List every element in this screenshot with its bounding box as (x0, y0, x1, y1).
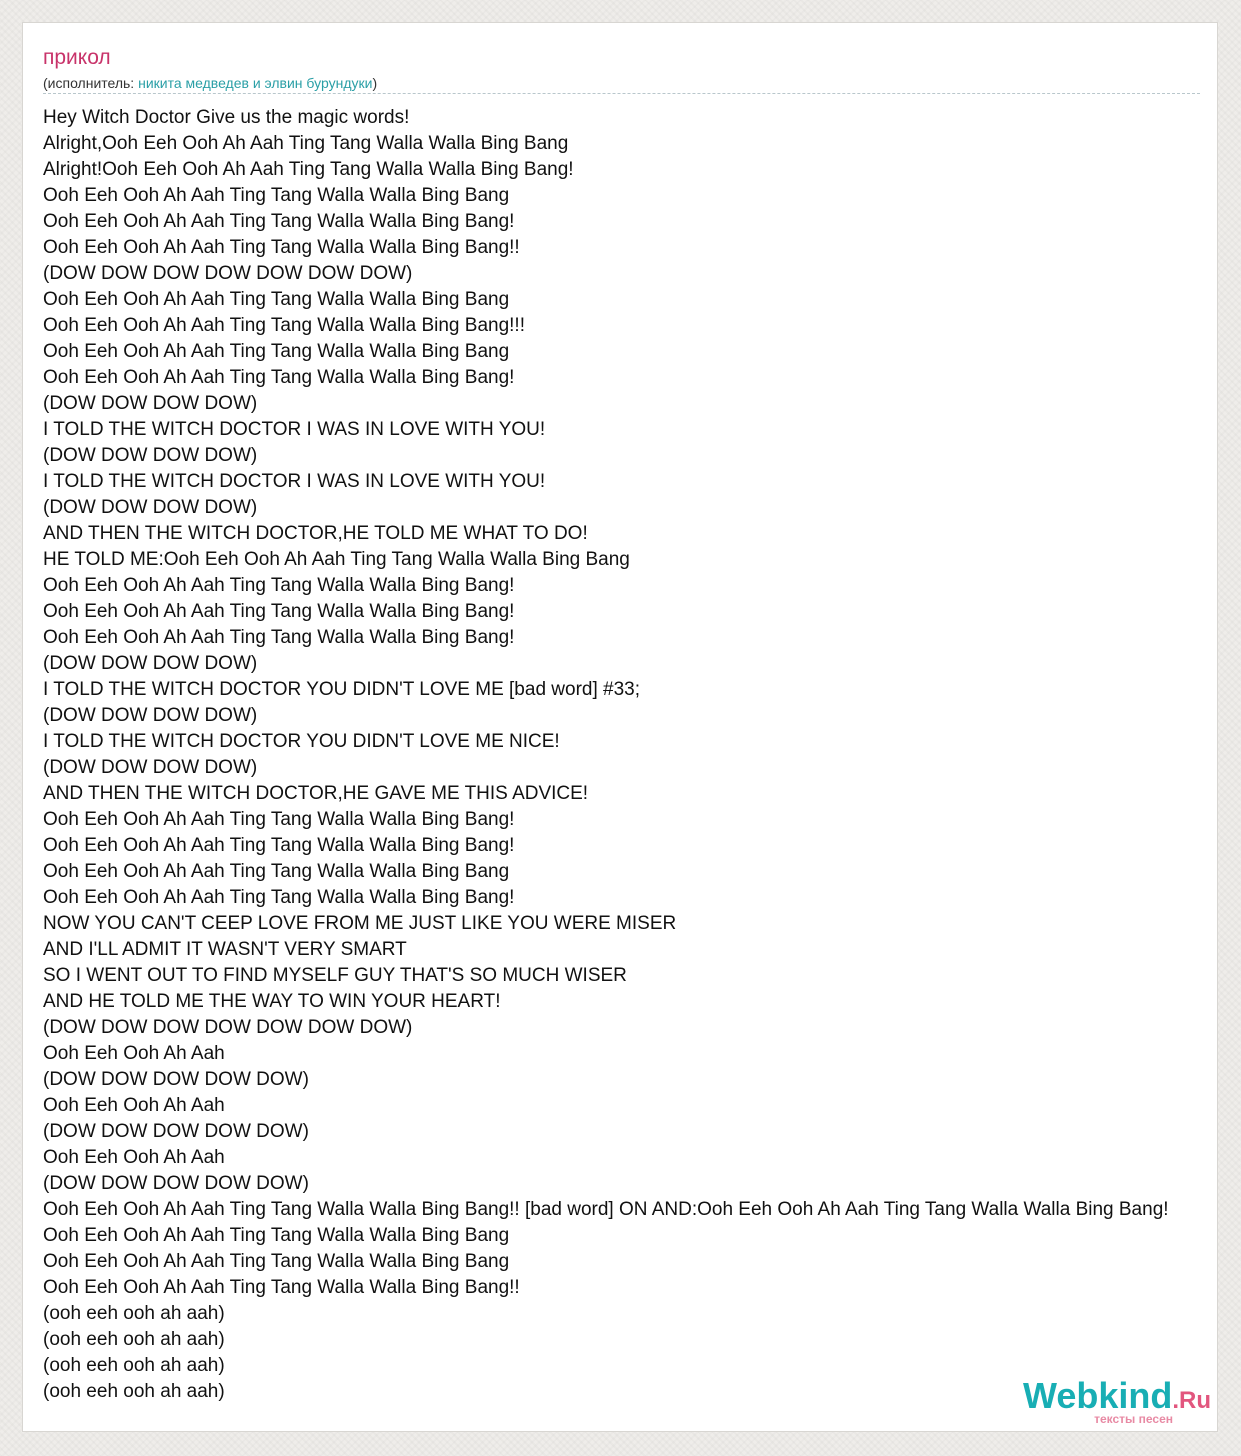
lyric-line: Ooh Eeh Ooh Ah Aah Ting Tang Walla Walla Bing Bang!!! (43, 315, 525, 336)
lyric-line: Alright,Ooh Eeh Ooh Ah Aah Ting Tang Walla Walla Bing Bang (43, 133, 569, 154)
lyric-line: HE TOLD ME:Ooh Eeh Ooh Ah Aah Ting Tang Walla Walla Bing Bang (43, 549, 630, 570)
lyric-line: Ooh Eeh Ooh Ah Aah Ting Tang Walla Walla Bing Bang! (43, 835, 515, 856)
lyric-line: Alright!Ooh Eeh Ooh Ah Aah Ting Tang Walla Walla Bing Bang! (43, 159, 574, 180)
lyric-line: Ooh Eeh Ooh Ah Aah (43, 1095, 225, 1116)
logo-tld: .Ru (1172, 1387, 1211, 1414)
lyric-line: Ooh Eeh Ooh Ah Aah (43, 1043, 225, 1064)
lyric-line: Ooh Eeh Ooh Ah Aah Ting Tang Walla Walla Bing Bang! (43, 367, 515, 388)
lyric-line: AND THEN THE WITCH DOCTOR,HE TOLD ME WHAT TO DO! (43, 523, 588, 544)
lyric-line: Ooh Eeh Ooh Ah Aah Ting Tang Walla Walla Bing Bang (43, 1225, 510, 1246)
lyric-line: Ooh Eeh Ooh Ah Aah Ting Tang Walla Walla Bing Bang (43, 1251, 510, 1272)
lyric-line: (ooh eeh ooh ah aah) (43, 1381, 225, 1402)
logo-main-text: Webkind (1022, 1375, 1173, 1416)
lyric-line: (DOW DOW DOW DOW) (43, 705, 258, 726)
lyric-line: (ooh eeh ooh ah aah) (43, 1355, 225, 1376)
lyric-line: Ooh Eeh Ooh Ah Aah Ting Tang Walla Walla Bing Bang!! (43, 237, 520, 258)
lyric-line: I TOLD THE WITCH DOCTOR I WAS IN LOVE WITH YOU! (43, 471, 546, 492)
lyric-line: Ooh Eeh Ooh Ah Aah Ting Tang Walla Walla Bing Bang (43, 289, 510, 310)
lyric-line: (DOW DOW DOW DOW) (43, 757, 258, 778)
lyric-line: Ooh Eeh Ooh Ah Aah Ting Tang Walla Walla Bing Bang! (43, 575, 515, 596)
lyric-line: (DOW DOW DOW DOW DOW) (43, 1173, 309, 1194)
artist-suffix: ) (372, 75, 378, 91)
lyric-line: SO I WENT OUT TO FIND MYSELF GUY THAT'S SO MUCH WISER (43, 965, 627, 986)
lyric-line: Ooh Eeh Ooh Ah Aah Ting Tang Walla Walla Bing Bang (43, 185, 510, 206)
lyric-line: Ooh Eeh Ooh Ah Aah Ting Tang Walla Walla Bing Bang (43, 861, 510, 882)
lyric-line: Ooh Eeh Ooh Ah Aah Ting Tang Walla Walla Bing Bang! (43, 627, 515, 648)
lyric-line: Ooh Eeh Ooh Ah Aah (43, 1147, 225, 1168)
lyrics-body (43, 105, 1169, 1405)
lyric-line: (DOW DOW DOW DOW) (43, 497, 258, 518)
lyric-line: (DOW DOW DOW DOW DOW DOW DOW) (43, 1017, 413, 1038)
artist-prefix: (исполнитель: (43, 75, 139, 91)
artist-line (43, 74, 377, 92)
lyric-line: I TOLD THE WITCH DOCTOR YOU DIDN'T LOVE ME NICE! (43, 731, 560, 752)
lyric-line: (DOW DOW DOW DOW DOW) (43, 1069, 309, 1090)
lyric-line: I TOLD THE WITCH DOCTOR YOU DIDN'T LOVE ME [bad word] #33; (43, 679, 641, 700)
lyric-line: NOW YOU CAN'T CEEP LOVE FROM ME JUST LIKE YOU WERE MISER (43, 913, 677, 934)
lyric-line: Ooh Eeh Ooh Ah Aah Ting Tang Walla Walla Bing Bang! (43, 887, 515, 908)
lyric-line: Ooh Eeh Ooh Ah Aah Ting Tang Walla Walla Bing Bang! (43, 211, 515, 232)
lyric-line: Ooh Eeh Ooh Ah Aah Ting Tang Walla Walla Bing Bang (43, 341, 510, 362)
lyric-line: (ooh eeh ooh ah aah) (43, 1303, 225, 1324)
lyric-line: (DOW DOW DOW DOW) (43, 393, 258, 414)
lyric-line: Ooh Eeh Ooh Ah Aah Ting Tang Walla Walla Bing Bang! (43, 809, 515, 830)
lyric-line: (ooh eeh ooh ah aah) (43, 1329, 225, 1350)
lyric-line: (DOW DOW DOW DOW) (43, 653, 258, 674)
lyric-line: (DOW DOW DOW DOW DOW DOW DOW) (43, 263, 413, 284)
lyric-line: AND HE TOLD ME THE WAY TO WIN YOUR HEART! (43, 991, 501, 1012)
artist-link[interactable]: никита медведев и элвин бурундуки (138, 75, 373, 91)
lyric-line: I TOLD THE WITCH DOCTOR I WAS IN LOVE WITH YOU! (43, 419, 546, 440)
song-title: прикол (43, 46, 111, 69)
lyrics-card (22, 22, 1218, 1432)
lyric-line: Ooh Eeh Ooh Ah Aah Ting Tang Walla Walla Bing Bang! (43, 601, 515, 622)
lyric-line: AND THEN THE WITCH DOCTOR,HE GAVE ME THIS ADVICE! (43, 783, 589, 804)
logo-tagline: тексты песен (1094, 1412, 1173, 1426)
lyric-line: Ooh Eeh Ooh Ah Aah Ting Tang Walla Walla Bing Bang!! [bad word] ON AND:Ooh Eeh Ooh Ah Aah Ting Tang Walla Walla Bing Bang! (43, 1199, 1169, 1220)
lyric-line: (DOW DOW DOW DOW) (43, 445, 258, 466)
lyric-line: Ooh Eeh Ooh Ah Aah Ting Tang Walla Walla Bing Bang!! (43, 1277, 520, 1298)
lyric-line: Hey Witch Doctor Give us the magic words! (43, 107, 410, 128)
lyric-line: AND I'LL ADMIT IT WASN'T VERY SMART (43, 939, 407, 960)
lyric-line: (DOW DOW DOW DOW DOW) (43, 1121, 309, 1142)
webkind-logo[interactable] (1022, 1375, 1211, 1431)
header-divider (43, 93, 1200, 94)
